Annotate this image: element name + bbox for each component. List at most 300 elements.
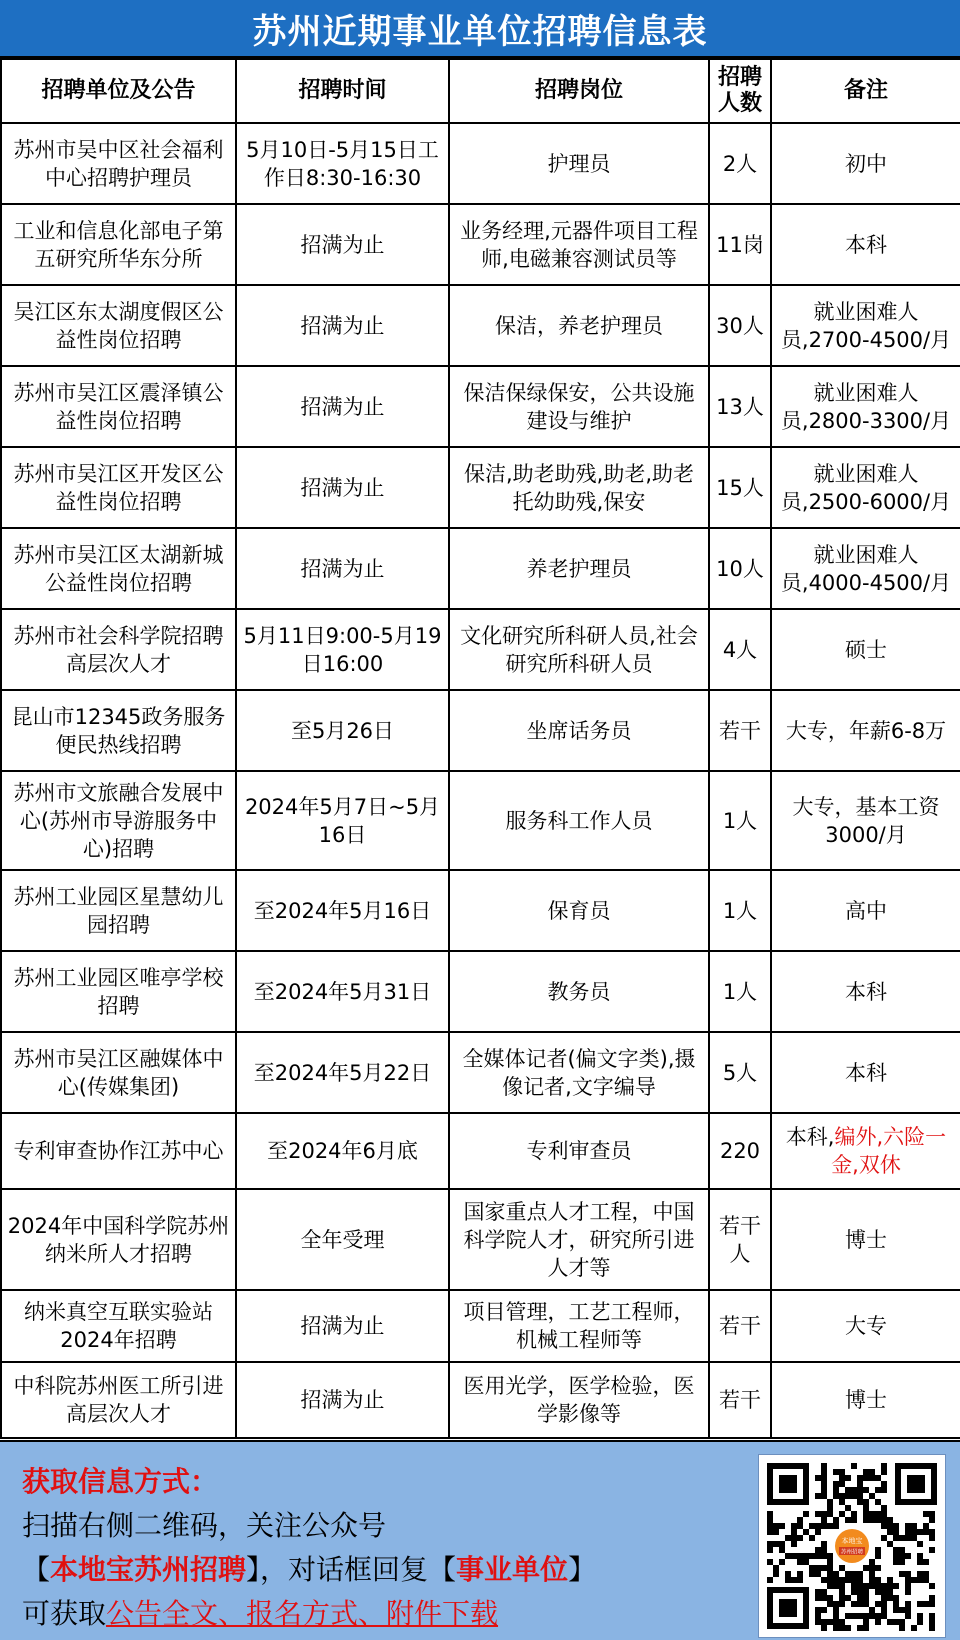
qr-module (839, 1625, 845, 1631)
post-cell: 坐席话务员 (449, 690, 709, 771)
qr-module (779, 1541, 785, 1547)
qr-module (779, 1559, 785, 1565)
qr-module (929, 1529, 935, 1535)
recruitment-table (0, 58, 960, 1439)
time-cell: 至2024年5月22日 (236, 1032, 449, 1113)
post-cell: 国家重点人才工程，中国科学院人才，研究所引进人才等 (449, 1189, 709, 1290)
qr-module (833, 1481, 839, 1487)
qr-module (857, 1499, 863, 1505)
qr-module (857, 1583, 863, 1589)
time-cell: 2024年5月7日~5月16日 (236, 771, 449, 870)
count-cell: 30人 (709, 285, 771, 366)
qr-module (845, 1625, 851, 1631)
qr-module (929, 1511, 935, 1517)
qr-module (917, 1613, 923, 1619)
unit-link[interactable]: 苏州市吴江区融媒体中心(传媒集团) (1, 1032, 236, 1113)
qr-badge-top: 本地宝 (841, 1537, 863, 1545)
qr-module (857, 1481, 863, 1487)
qr-module (779, 1547, 785, 1553)
qr-module (899, 1535, 905, 1541)
qr-module (815, 1613, 821, 1619)
qr-module (893, 1523, 899, 1529)
qr-module (893, 1547, 899, 1553)
qr-module (827, 1523, 833, 1529)
qr-module (821, 1547, 827, 1553)
qr-module (815, 1595, 821, 1601)
table-row (1, 123, 960, 204)
unit-link[interactable]: 2024年中国科学院苏州纳米所人才招聘 (1, 1189, 236, 1290)
qr-module (929, 1613, 935, 1619)
qr-module (863, 1505, 869, 1511)
qr-module (851, 1511, 857, 1517)
qr-module (917, 1619, 923, 1625)
qr-module (905, 1583, 911, 1589)
qr-module (893, 1595, 899, 1601)
qr-module (815, 1619, 821, 1625)
qr-module (773, 1571, 779, 1577)
qr-module (767, 1523, 773, 1529)
time-cell: 全年受理 (236, 1189, 449, 1290)
qr-module (827, 1505, 833, 1511)
qr-module (851, 1463, 857, 1469)
post-cell: 业务经理,元器件项目工程师,电磁兼容测试员等 (449, 204, 709, 285)
post-cell: 全媒体记者(偏文字类),摄像记者,文字编导 (449, 1032, 709, 1113)
table-row (1, 870, 960, 951)
qr-module (905, 1613, 911, 1619)
post-cell: 项目管理，工艺工程师，机械工程师等 (449, 1290, 709, 1362)
qr-module (887, 1589, 893, 1595)
qr-module (875, 1487, 881, 1493)
qr-module (911, 1523, 917, 1529)
unit-link[interactable]: 苏州工业园区星慧幼儿园招聘 (1, 870, 236, 951)
table-row (1, 528, 960, 609)
time-cell: 招满为止 (236, 285, 449, 366)
table-row (1, 1032, 960, 1113)
qr-module (881, 1523, 887, 1529)
qr-finder-top-right (895, 1463, 937, 1505)
qr-module (851, 1517, 857, 1523)
qr-module (821, 1493, 827, 1499)
time-cell: 招满为止 (236, 1362, 449, 1438)
qr-module (833, 1487, 839, 1493)
qr-module (821, 1577, 827, 1583)
qr-module (821, 1565, 827, 1571)
qr-module (833, 1493, 839, 1499)
qr-module (911, 1625, 917, 1631)
qr-module (839, 1577, 845, 1583)
qr-finder-top-left (767, 1463, 809, 1505)
qr-module (833, 1523, 839, 1529)
count-cell: 1人 (709, 951, 771, 1032)
qr-module (773, 1529, 779, 1535)
qr-module (821, 1463, 827, 1469)
qr-module (887, 1595, 893, 1601)
table-row (1, 1290, 960, 1362)
count-cell: 若干 (709, 690, 771, 771)
header-note: 备注 (771, 59, 960, 123)
qr-module (833, 1469, 839, 1475)
qr-module (839, 1499, 845, 1505)
post-cell: 养老护理员 (449, 528, 709, 609)
time-cell: 至2024年6月底 (236, 1113, 449, 1189)
qr-module (899, 1547, 905, 1553)
qr-module (863, 1595, 869, 1601)
qr-module (839, 1493, 845, 1499)
qr-module (827, 1499, 833, 1505)
qr-module (929, 1595, 935, 1601)
qr-module (881, 1487, 887, 1493)
unit-link[interactable]: 苏州工业园区唯亭学校招聘 (1, 951, 236, 1032)
qr-module (863, 1475, 869, 1481)
qr-module (929, 1583, 935, 1589)
qr-module (845, 1517, 851, 1523)
count-cell: 15人 (709, 447, 771, 528)
qr-module (911, 1529, 917, 1535)
qr-module (899, 1619, 905, 1625)
note-cell: 大专 (771, 1290, 960, 1362)
qr-module (857, 1595, 863, 1601)
qr-module (809, 1571, 815, 1577)
post-cell: 文化研究所科研人员,社会研究所科研人员 (449, 609, 709, 690)
footer-line-account (22, 1548, 742, 1592)
unit-link[interactable]: 苏州市社会科学院招聘高层次人才 (1, 609, 236, 690)
qr-module (821, 1511, 827, 1517)
qr-module (881, 1469, 887, 1475)
post-cell: 教务员 (449, 951, 709, 1032)
qr-module (881, 1595, 887, 1601)
qr-module (863, 1601, 869, 1607)
qr-module (899, 1553, 905, 1559)
qr-module (815, 1511, 821, 1517)
note-cell: 大专，基本工资3000/月 (771, 771, 960, 870)
qr-module (833, 1607, 839, 1613)
qr-module (869, 1469, 875, 1475)
qr-module (875, 1613, 881, 1619)
note-cell (771, 1113, 960, 1189)
qr-module (887, 1523, 893, 1529)
count-cell: 4人 (709, 609, 771, 690)
qr-module (767, 1577, 773, 1583)
qr-module (833, 1517, 839, 1523)
qr-module (899, 1625, 905, 1631)
qr-module (839, 1601, 845, 1607)
qr-module (905, 1523, 911, 1529)
post-cell: 保洁保绿保安，公共设施建设与维护 (449, 366, 709, 447)
qr-module (833, 1625, 839, 1631)
qr-module (839, 1511, 845, 1517)
qr-module (827, 1553, 833, 1559)
qr-module (833, 1613, 839, 1619)
note-cell: 就业困难人员,4000-4500/月 (771, 528, 960, 609)
qr-module (845, 1571, 851, 1577)
qr-module (821, 1619, 827, 1625)
qr-module (887, 1541, 893, 1547)
table-header-row (1, 59, 960, 123)
post-cell: 专利审查员 (449, 1113, 709, 1189)
note-part-plain: 本科, (785, 1125, 835, 1149)
unit-link[interactable]: 吴江区东太湖度假区公益性岗位招聘 (1, 285, 236, 366)
qr-module (815, 1607, 821, 1613)
table-row (1, 1362, 960, 1438)
qr-module (863, 1589, 869, 1595)
unit-link[interactable]: 昆山市12345政务服务便民热线招聘 (1, 690, 236, 771)
qr-module (923, 1601, 929, 1607)
header-unit: 招聘单位及公告 (1, 59, 236, 123)
qr-module (929, 1619, 935, 1625)
qr-module (905, 1607, 911, 1613)
qr-module (857, 1589, 863, 1595)
qr-module (905, 1601, 911, 1607)
qr-module (863, 1469, 869, 1475)
qr-module (821, 1541, 827, 1547)
count-cell: 1人 (709, 771, 771, 870)
count-cell: 若干 (709, 1290, 771, 1362)
qr-module (821, 1625, 827, 1631)
qr-module (893, 1553, 899, 1559)
qr-module (851, 1577, 857, 1583)
qr-module (923, 1529, 929, 1535)
qr-module (857, 1625, 863, 1631)
qr-module (911, 1535, 917, 1541)
qr-module (803, 1511, 809, 1517)
qr-module (809, 1553, 815, 1559)
qr-module (833, 1619, 839, 1625)
qr-module (875, 1601, 881, 1607)
qr-module (869, 1517, 875, 1523)
qr-module (869, 1493, 875, 1499)
get-prefix: 可获取 (22, 1597, 107, 1630)
qr-module (785, 1553, 791, 1559)
qr-module (821, 1589, 827, 1595)
qr-module (827, 1565, 833, 1571)
note-cell: 就业困难人员,2500-6000/月 (771, 447, 960, 528)
unit-link[interactable]: 苏州市吴江区太湖新城公益性岗位招聘 (1, 528, 236, 609)
qr-module (881, 1463, 887, 1469)
qr-module (923, 1577, 929, 1583)
qr-module (881, 1505, 887, 1511)
qr-module (773, 1523, 779, 1529)
qr-module (785, 1577, 791, 1583)
qr-center-logo (832, 1526, 872, 1566)
note-cell: 博士 (771, 1362, 960, 1438)
qr-module (791, 1529, 797, 1535)
qr-module (815, 1529, 821, 1535)
unit-link[interactable]: 专利审查协作江苏中心 (1, 1113, 236, 1189)
qr-module (923, 1571, 929, 1577)
qr-module (875, 1517, 881, 1523)
qr-module (863, 1613, 869, 1619)
unit-link[interactable]: 苏州市吴江区开发区公益性岗位招聘 (1, 447, 236, 528)
time-cell: 招满为止 (236, 528, 449, 609)
qr-module (839, 1619, 845, 1625)
qr-module (887, 1529, 893, 1535)
qr-module (827, 1511, 833, 1517)
qr-module (851, 1589, 857, 1595)
qr-module (845, 1487, 851, 1493)
unit-link[interactable]: 苏州市吴江区震泽镇公益性岗位招聘 (1, 366, 236, 447)
count-cell: 11岗 (709, 204, 771, 285)
qr-module (863, 1517, 869, 1523)
qr-module (845, 1613, 851, 1619)
note-cell: 博士 (771, 1189, 960, 1290)
qr-module (797, 1553, 803, 1559)
qr-module (917, 1559, 923, 1565)
qr-module (893, 1529, 899, 1535)
qr-module (881, 1601, 887, 1607)
qr-module (893, 1601, 899, 1607)
qr-module (839, 1583, 845, 1589)
qr-module (839, 1481, 845, 1487)
qr-module (821, 1481, 827, 1487)
announcement-link[interactable]: 公告全文、报名方式、附件下载 (106, 1597, 499, 1630)
qr-module (821, 1475, 827, 1481)
qr-module (809, 1565, 815, 1571)
qr-module (917, 1541, 923, 1547)
qr-module (929, 1517, 935, 1523)
note-cell: 初中 (771, 123, 960, 204)
qr-module (917, 1577, 923, 1583)
qr-module (845, 1493, 851, 1499)
qr-code[interactable] (758, 1454, 946, 1638)
qr-module (851, 1487, 857, 1493)
qr-module (803, 1529, 809, 1535)
qr-module (857, 1493, 863, 1499)
qr-module (929, 1535, 935, 1541)
unit-link[interactable]: 苏州市吴中区社会福利中心招聘护理员 (1, 123, 236, 204)
unit-link[interactable]: 纳米真空互联实验站2024年招聘 (1, 1290, 236, 1362)
qr-module (821, 1469, 827, 1475)
count-cell: 若干人 (709, 1189, 771, 1290)
footer-line-get (22, 1592, 742, 1636)
qr-module (881, 1511, 887, 1517)
qr-module (815, 1589, 821, 1595)
qr-module (827, 1583, 833, 1589)
unit-link[interactable]: 中科院苏州医工所引进高层次人才 (1, 1362, 236, 1438)
qr-module (905, 1553, 911, 1559)
qr-module (773, 1541, 779, 1547)
qr-module (821, 1487, 827, 1493)
time-cell: 至5月26日 (236, 690, 449, 771)
count-cell: 220 (709, 1113, 771, 1189)
qr-module (863, 1583, 869, 1589)
qr-module (875, 1583, 881, 1589)
bracket-open: 【 (22, 1553, 51, 1586)
qr-module (869, 1571, 875, 1577)
qr-module (899, 1559, 905, 1565)
qr-module (797, 1559, 803, 1565)
qr-module (857, 1475, 863, 1481)
qr-module (845, 1595, 851, 1601)
table-row (1, 690, 960, 771)
footer-heading: 获取信息方式： (22, 1465, 219, 1498)
qr-module (815, 1547, 821, 1553)
qr-module (917, 1529, 923, 1535)
qr-module (881, 1589, 887, 1595)
note-cell: 本科 (771, 1032, 960, 1113)
post-cell: 保洁，养老护理员 (449, 285, 709, 366)
table-row (1, 951, 960, 1032)
qr-module (869, 1613, 875, 1619)
qr-module (809, 1523, 815, 1529)
table-row (1, 1189, 960, 1290)
note-cell: 高中 (771, 870, 960, 951)
qr-module (857, 1577, 863, 1583)
qr-module (827, 1601, 833, 1607)
table-row (1, 447, 960, 528)
qr-module (815, 1475, 821, 1481)
qr-module (779, 1523, 785, 1529)
time-cell: 至2024年5月31日 (236, 951, 449, 1032)
qr-module (905, 1571, 911, 1577)
unit-link[interactable]: 苏州市文旅融合发展中心(苏州市导游服务中心)招聘 (1, 771, 236, 870)
qr-module (815, 1565, 821, 1571)
reply-keyword: 事业单位 (456, 1553, 569, 1586)
time-cell: 至2024年5月16日 (236, 870, 449, 951)
qr-module (875, 1589, 881, 1595)
qr-module (851, 1613, 857, 1619)
qr-module (791, 1535, 797, 1541)
qr-module (857, 1601, 863, 1607)
count-cell: 10人 (709, 528, 771, 609)
table-row (1, 204, 960, 285)
note-cell: 就业困难人员,2700-4500/月 (771, 285, 960, 366)
account-name: 本地宝苏州招聘 (50, 1553, 247, 1586)
unit-link[interactable]: 工业和信息化部电子第五研究所华东分所 (1, 204, 236, 285)
qr-module (875, 1499, 881, 1505)
table-row (1, 771, 960, 870)
qr-module (875, 1565, 881, 1571)
qr-module (923, 1523, 929, 1529)
qr-module (821, 1517, 827, 1523)
qr-module (869, 1565, 875, 1571)
qr-module (857, 1613, 863, 1619)
qr-module (815, 1523, 821, 1529)
footer-line-scan: 扫描右侧二维码，关注公众号 (22, 1509, 387, 1542)
qr-module (869, 1475, 875, 1481)
qr-module (857, 1487, 863, 1493)
qr-module (827, 1619, 833, 1625)
qr-module (845, 1577, 851, 1583)
qr-module (767, 1517, 773, 1523)
qr-module (893, 1559, 899, 1565)
qr-module (767, 1529, 773, 1535)
qr-module (785, 1535, 791, 1541)
qr-module (881, 1535, 887, 1541)
time-cell: 5月11日9:00-5月19日16:00 (236, 609, 449, 690)
qr-module (767, 1541, 773, 1547)
qr-module (809, 1535, 815, 1541)
qr-module (875, 1553, 881, 1559)
table-row (1, 366, 960, 447)
qr-module (821, 1523, 827, 1529)
qr-module (887, 1583, 893, 1589)
qr-module (905, 1589, 911, 1595)
count-cell: 13人 (709, 366, 771, 447)
note-cell: 本科 (771, 204, 960, 285)
qr-module (851, 1601, 857, 1607)
qr-module (791, 1541, 797, 1547)
qr-module (839, 1595, 845, 1601)
time-cell: 招满为止 (236, 366, 449, 447)
qr-module (797, 1523, 803, 1529)
note-part-red: 编外,六险一金,双休 (831, 1125, 947, 1177)
qr-module (845, 1505, 851, 1511)
note-cell: 硕士 (771, 609, 960, 690)
qr-module (797, 1571, 803, 1577)
qr-module (791, 1577, 797, 1583)
qr-module (839, 1475, 845, 1481)
qr-module (803, 1553, 809, 1559)
